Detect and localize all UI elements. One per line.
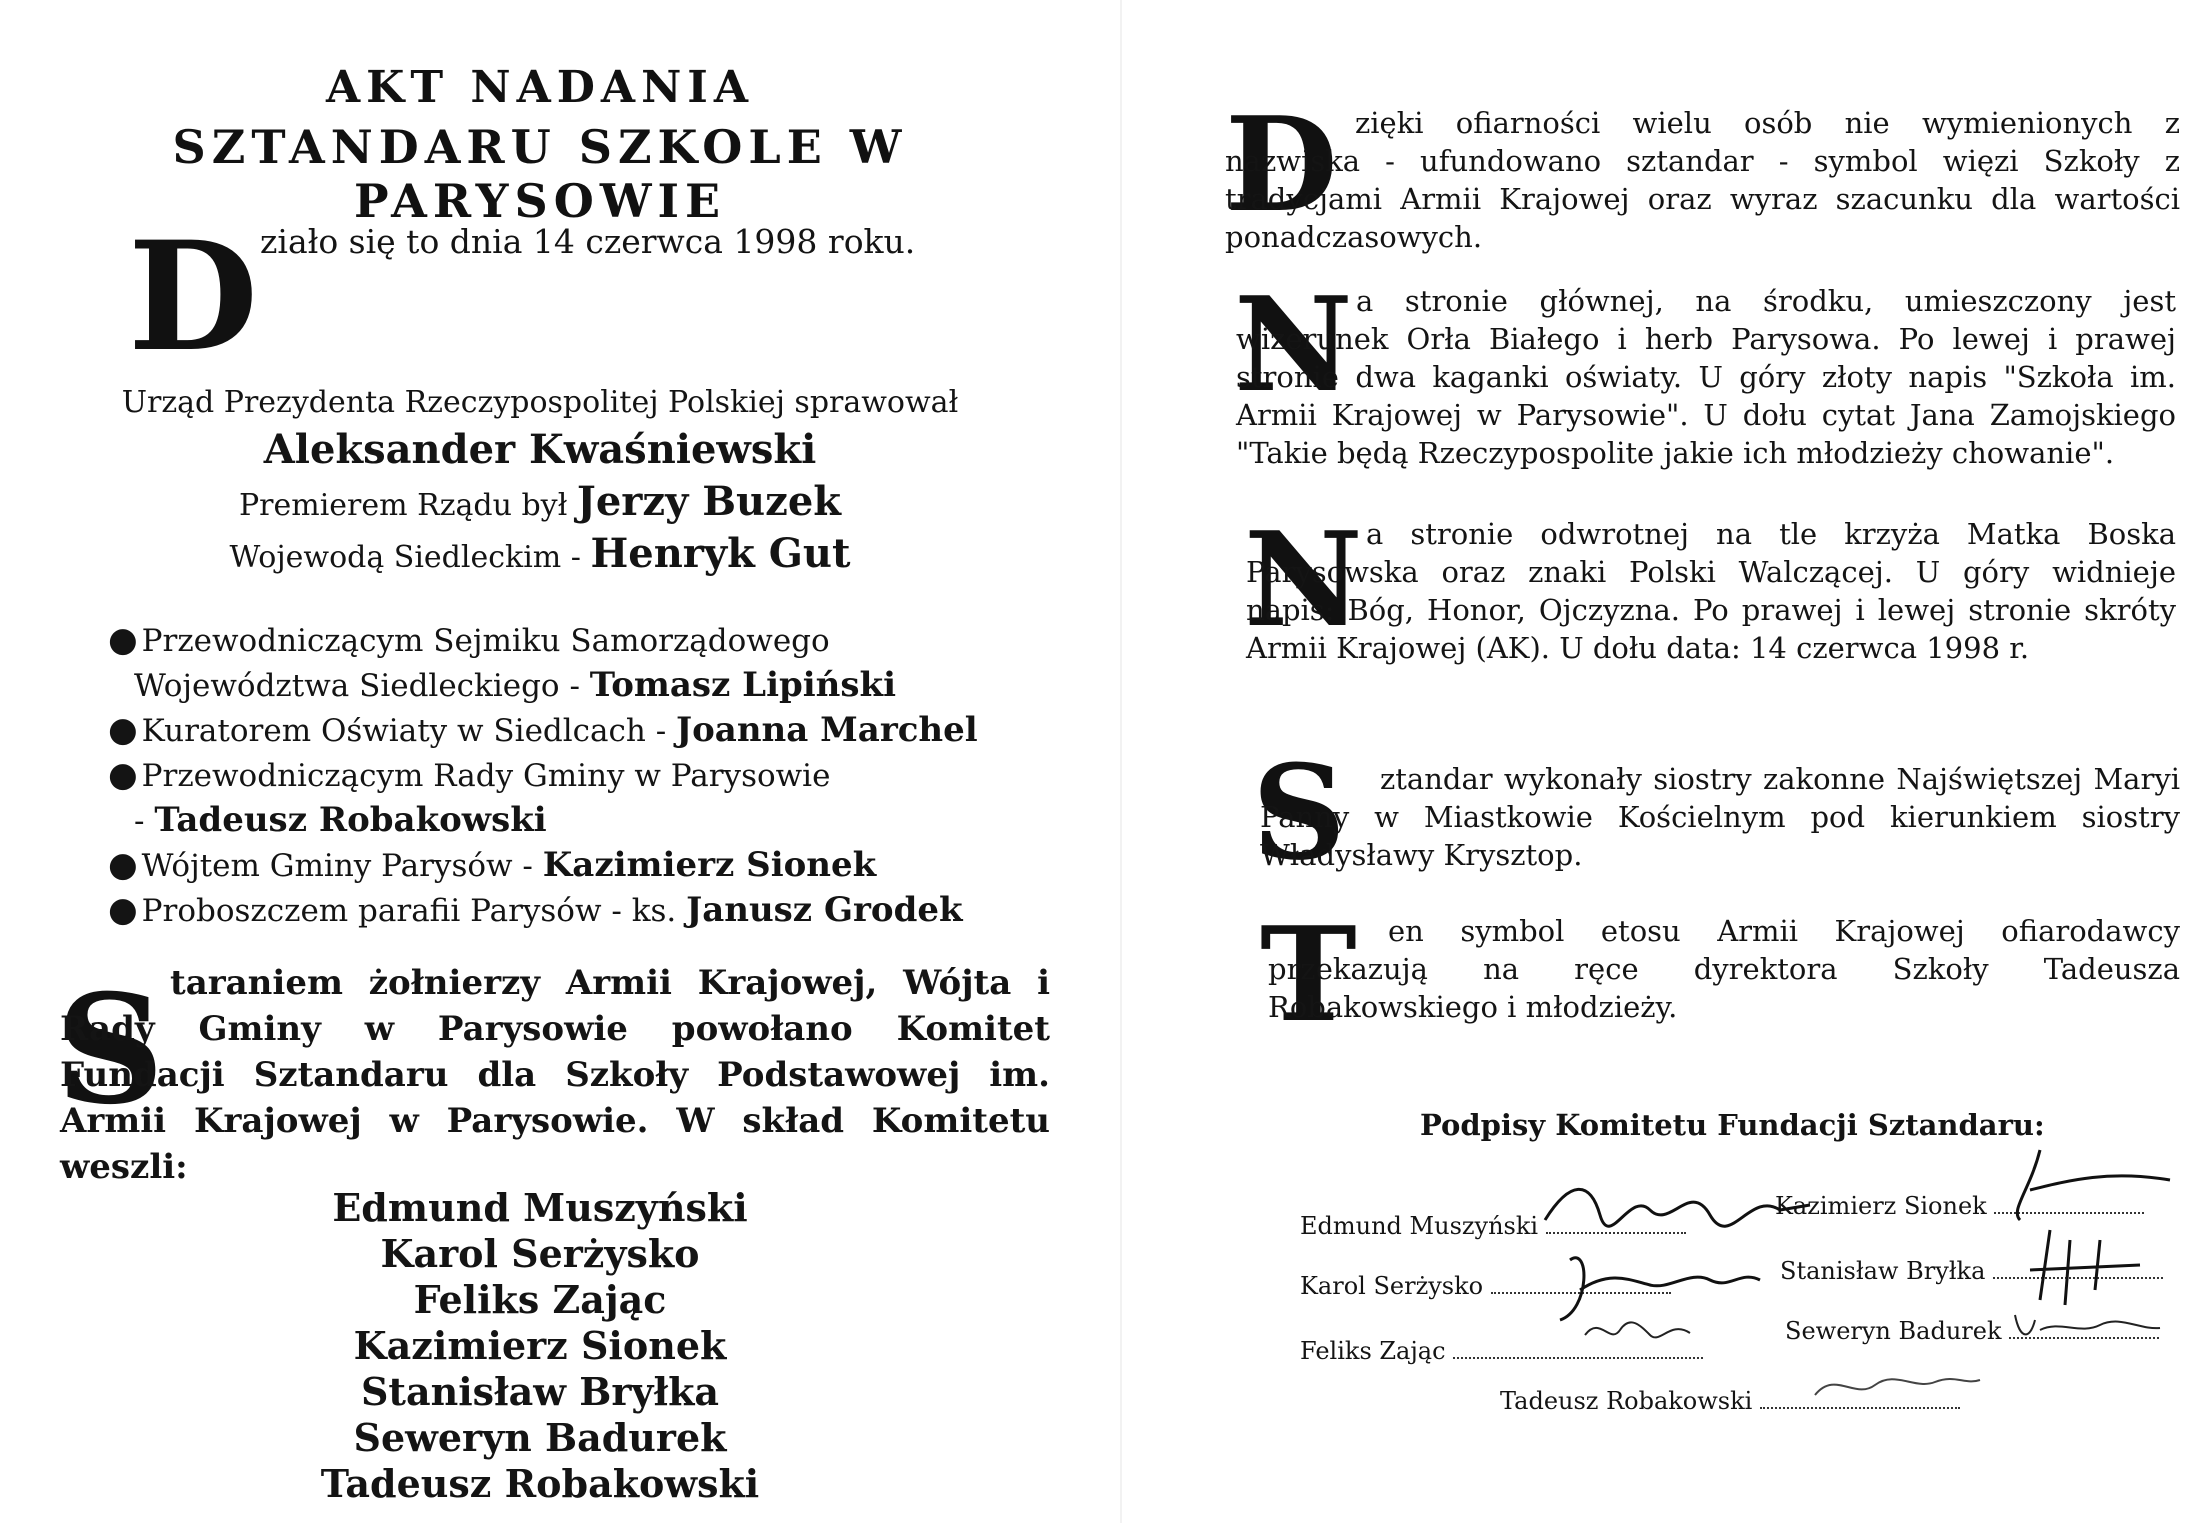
handwritten-signature [1805,1360,1985,1410]
wojewoda-label: Wojewodą Siedleckim - [229,540,581,575]
signature-row: Stanisław Bryłka [1780,1255,2163,1285]
document-title-line2: SZTANDARU SZKOLE W PARYSOWIE [172,120,908,228]
committee-members [300,1185,780,1507]
wojewoda-line [40,530,1040,577]
member-name: Edmund Muszyński [332,1185,748,1230]
president-line: Urząd Prezydenta Rzeczypospolitej Polskiej sprawował [121,385,959,420]
handwritten-signature [1540,1170,1820,1240]
member-name: Karol Serżysko [380,1231,700,1276]
signature-row: Feliks Zając [1300,1335,1703,1365]
list-item-continuation: Województwa Siedleckiego - Tomasz Lipiński [134,665,897,705]
right-page [1180,0,2180,1523]
intro-sentence: ziało się to dnia 14 czerwca 1998 roku. [260,222,916,261]
handwritten-signature [2010,1300,2170,1350]
signature-row: Karol Serżysko [1300,1270,1671,1300]
paragraph-donation: zięki ofiarności wielu osób nie wymienionych z nazwiska - ufundowano sztandar - symbol więzi Szkoły z tradycjami Armii Krajowej oraz wyraz szacunku dla wartości ponadczasowych. [1225,106,2180,254]
signature-row: Seweryn Badurek [1785,1315,2159,1345]
drop-cap-d-right: D [1225,88,1338,241]
paragraph-made-by: ztandar wykonały siostry zakonne Najświętszej Maryi Panny w Miastkowie Kościelnym pod kierunkiem siostry Władysławy Krysztop. [1260,762,2180,872]
paragraph-reverse-side: a stronie odwrotnej na tle krzyża Matka Boska Parysowska oraz znaki Polski Walczącej. U góry widnieje napis: Bóg, Honor, Ojczyzna. Po prawej i lewej stronie skróty Armii Krajowej (AK). U dołu data: 14 czerwca 1998 r. [1246,517,2176,665]
signature-row: Edmund Muszyński [1300,1210,1686,1240]
handwritten-signature [2000,1140,2180,1230]
list-item: ● Przewodniczącym Sejmiku Samorządowego [108,620,830,660]
page-gutter [1120,0,1122,1523]
signature-row: Kazimierz Sionek [1775,1190,2144,1220]
paragraph-handover: en symbol etosu Armii Krajowej ofiarodawcy przekazują na ręce dyrektora Szkoły Tadeusza Robakowskiego i młodzieży. [1268,914,2180,1024]
member-name: Feliks Zając [413,1277,667,1322]
member-name: Kazimierz Sionek [353,1323,727,1368]
list-item: ● Proboszczem parafii Parysów - ks. Janusz Grodek [108,890,963,930]
signatures-heading: Podpisy Komitetu Fundacji Sztandaru: [1420,1108,2045,1142]
list-item: ● Przewodniczącym Rady Gminy w Parysowie [108,755,831,795]
premier-line [40,478,1040,525]
officials-list [108,618,1068,933]
premier-label: Premierem Rządu był [238,488,568,523]
member-name: Tadeusz Robakowski [320,1461,760,1506]
handwritten-signature [1580,1305,1700,1355]
list-item: ● Kuratorem Oświaty w Siedlcach - Joanna Marchel [108,710,978,750]
drop-cap-n: N [1234,268,1353,421]
list-item: ● Wójtem Gminy Parysów - Kazimierz Sionek [108,845,877,885]
handwritten-signature [2020,1220,2170,1310]
committee-paragraph: taraniem żołnierzy Armii Krajowej, Wójta i Rady Gminy w Parysowie powołano Komitet Fundacji Sztandaru dla Szkoły Podstawowej im. Armii Krajowej w Parysowie. W skład Komitetu weszli: [60,963,1050,1187]
drop-cap-s: S [56,962,165,1138]
list-item-continuation: - Tadeusz Robakowski [134,800,547,840]
president-name: Aleksander Kwaśniewski [263,426,817,473]
signature-row: Tadeusz Robakowski [1500,1385,1960,1415]
wojewoda-name: Henryk Gut [590,530,851,577]
paragraph-front-side: a stronie głównej, na środku, umieszczony jest wizerunek Orła Białego i herb Parysowa. Po lewej i prawej stronie dwa kaganki oświaty. U góry złoty napis "Szkoła im. Armii Krajowej w Parysowie". U dołu cytat Jana Zamojskiego "Takie będą Rzeczypospolite jakie ich młodzieży chowanie". [1236,284,2176,470]
drop-cap-t: T [1260,898,1357,1051]
member-name: Seweryn Badurek [353,1415,727,1460]
drop-cap-d: D [128,209,259,385]
drop-cap-n-2: N [1244,503,1363,656]
premier-name: Jerzy Buzek [576,478,842,525]
drop-cap-s-right: S [1252,736,1346,889]
member-name: Stanisław Bryłka [360,1369,720,1414]
document-title-line1: AKT NADANIA [325,62,755,113]
